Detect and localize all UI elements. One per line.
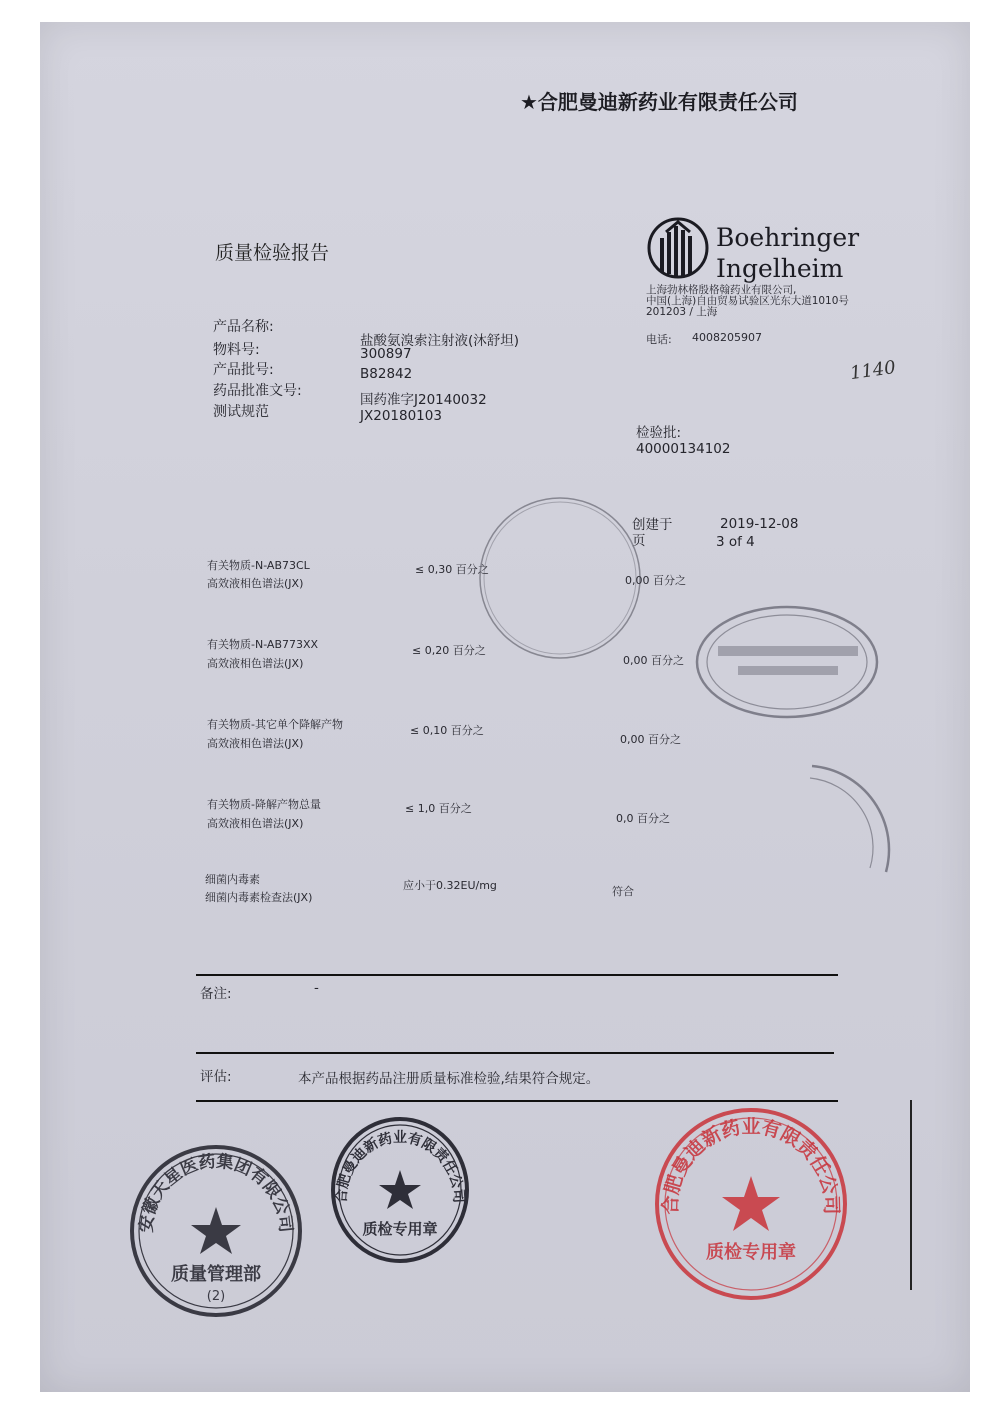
- approval-no-value: 国药准字J20140032: [360, 392, 487, 408]
- manufacturer-address: 中国(上海)自由贸易试验区光东大道1010号: [646, 295, 849, 307]
- stamp-ring-text: 合肥曼迪新药业有限责任公司: [333, 1130, 467, 1204]
- phone-value: 4008205907: [692, 331, 762, 344]
- test-spec: ≤ 1,0 百分之: [405, 802, 472, 815]
- test-result: 符合: [612, 885, 634, 898]
- stamp-ring-text: 合肥曼迪新药业有限责任公司: [659, 1115, 843, 1215]
- stamp-ring-text: 安徽天星医药集团有限公司: [136, 1151, 296, 1234]
- test-spec: 应小于0.32EU/mg: [403, 879, 497, 892]
- created-value: 2019-12-08: [720, 516, 799, 532]
- created-label: 创建于: [632, 517, 673, 533]
- red-qc-seal-stamp: [653, 1106, 849, 1302]
- handwritten-note: 1140: [848, 356, 898, 385]
- stamp-center-text: 质检专用章: [362, 1220, 438, 1238]
- logo-line2: Ingelheim: [716, 254, 844, 283]
- test-spec-value: JX20180103: [360, 408, 442, 424]
- boehringer-logo-icon: [646, 216, 710, 280]
- test-method: 细菌内毒素检查法(JX): [205, 891, 313, 904]
- manufacturer-postcode: 201203 / 上海: [646, 306, 718, 318]
- faded-partial-stamp: [806, 758, 900, 882]
- test-name: 有关物质-其它单个降解产物: [207, 718, 343, 731]
- company-header: ★合肥曼迪新药业有限责任公司: [520, 90, 798, 114]
- page-label: 页: [632, 533, 646, 549]
- test-method: 高效液相色谱法(JX): [207, 817, 304, 830]
- test-name: 有关物质-降解产物总量: [207, 798, 321, 811]
- manufacturer-name: 上海勃林格殷格翰药业有限公司,: [646, 284, 797, 296]
- page-value: 3 of 4: [716, 534, 755, 550]
- approval-no-label: 药品批准文号:: [213, 383, 302, 399]
- test-spec: ≤ 0,20 百分之: [412, 644, 486, 657]
- quality-dept-stamp: [128, 1143, 304, 1319]
- faded-seal-stamp: [476, 494, 644, 662]
- stamp-number: (2): [206, 1289, 226, 1304]
- lot-label: 检验批:: [636, 425, 682, 441]
- test-name: 有关物质-N-AB773XX: [207, 638, 319, 651]
- material-no-label: 物料号:: [213, 342, 260, 358]
- divider: [196, 1052, 834, 1054]
- divider: [196, 1100, 838, 1102]
- report-title: 质量检验报告: [215, 242, 330, 264]
- product-name-label: 产品名称:: [213, 319, 274, 335]
- stamp-center-text: 质检专用章: [706, 1242, 796, 1263]
- batch-no-value: B82842: [360, 366, 413, 382]
- margin-line: [910, 1100, 912, 1290]
- remarks-label: 备注:: [200, 986, 232, 1002]
- test-result: 0,0 百分之: [616, 812, 670, 825]
- test-spec: ≤ 0,10 百分之: [410, 724, 484, 737]
- material-no-value: 300897: [360, 346, 412, 362]
- test-name: 有关物质-N-AB73CL: [207, 559, 310, 572]
- test-result: 0,00 百分之: [620, 733, 681, 746]
- evaluation-value: 本产品根据药品注册质量标准检验,结果符合规定。: [298, 1071, 600, 1087]
- lot-value: 40000134102: [636, 441, 731, 457]
- test-method: 高效液相色谱法(JX): [207, 577, 304, 590]
- test-name: 细菌内毒素: [205, 873, 260, 886]
- test-method: 高效液相色谱法(JX): [207, 657, 304, 670]
- divider: [196, 974, 838, 976]
- faded-oval-stamp: [694, 604, 880, 720]
- product-name-value: 盐酸氨溴索注射液(沐舒坦): [360, 333, 520, 349]
- evaluation-label: 评估:: [200, 1069, 232, 1085]
- manufacturer-address-block: [646, 285, 849, 318]
- remarks-value: -: [314, 980, 319, 996]
- batch-no-label: 产品批号:: [213, 362, 274, 378]
- test-result: 0,00 百分之: [625, 574, 686, 587]
- test-method: 高效液相色谱法(JX): [207, 737, 304, 750]
- stamp-center-text: 质量管理部: [171, 1264, 261, 1285]
- logo-wordmark: [716, 222, 859, 284]
- test-result: 0,00 百分之: [623, 654, 684, 667]
- test-spec: ≤ 0,30 百分之: [415, 563, 489, 576]
- test-spec-label: 测试规范: [213, 404, 269, 420]
- phone-label: 电话:: [646, 333, 672, 346]
- qc-seal-stamp: [330, 1116, 470, 1264]
- logo-line1: Boehringer: [716, 223, 860, 252]
